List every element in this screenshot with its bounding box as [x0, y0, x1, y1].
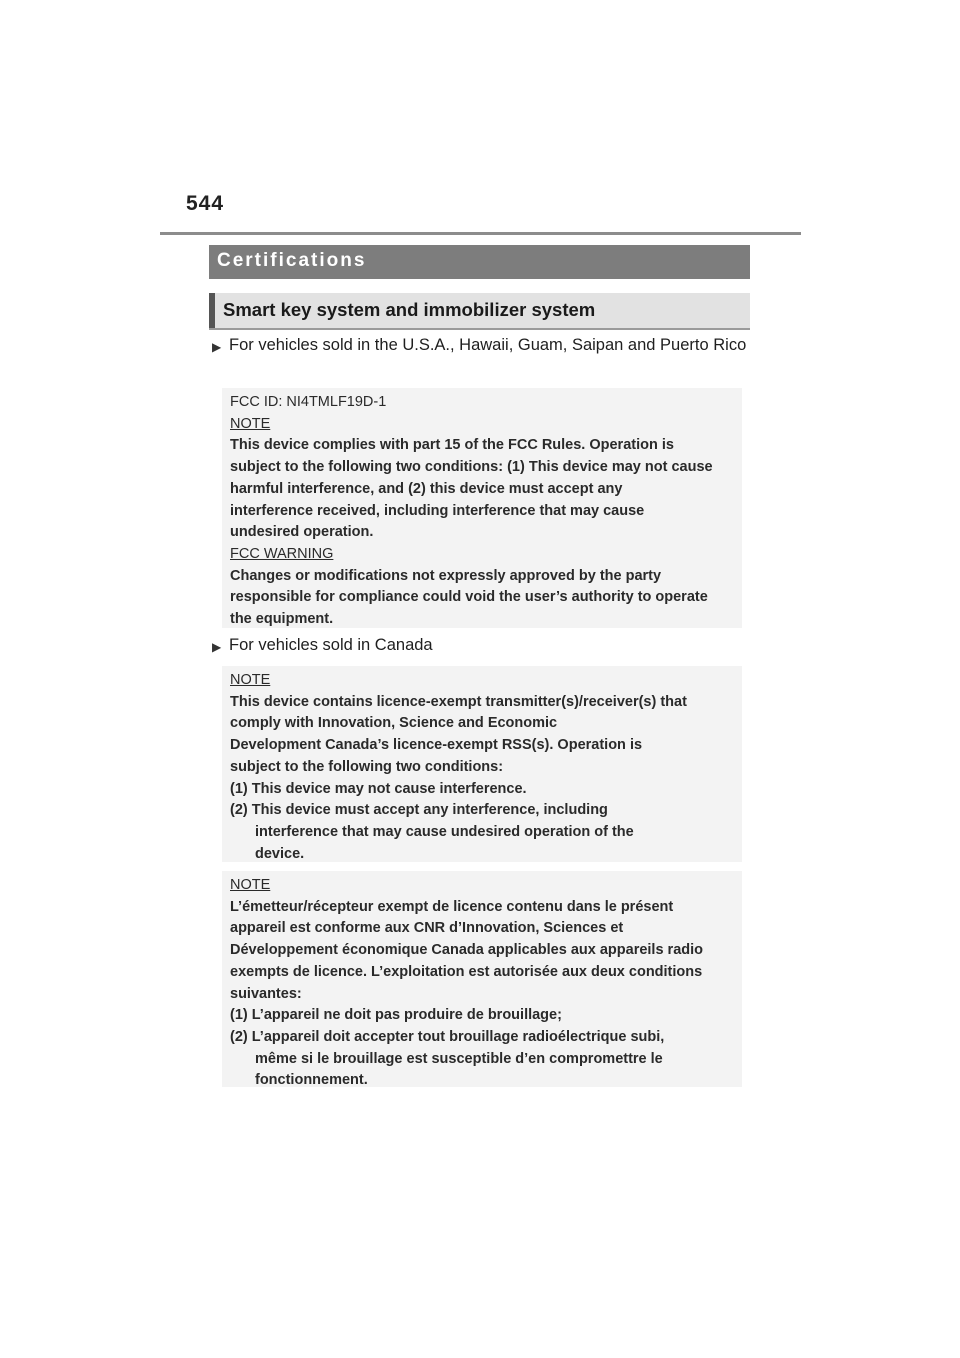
- fcc-note-line: This device complies with part 15 of the FCC Rules. Operation is: [230, 437, 674, 454]
- fcc-id: FCC ID: NI4TMLF19D-1: [230, 394, 387, 410]
- fcc-notice-box: [222, 388, 742, 628]
- canada-en-indented-line: interference that may cause undesired operation of the: [255, 823, 634, 840]
- canada-fr-line: appareil est conforme aux CNR d’Innovation, Sciences et: [230, 920, 624, 937]
- canada-en-line: subject to the following two conditions:: [230, 758, 504, 775]
- canada-fr-line: Développement économique Canada applicables aux appareils radio: [230, 942, 704, 959]
- fcc-warning-line: responsible for compliance could void the user’s authority to operate: [230, 589, 708, 606]
- bullet-canada: [212, 634, 752, 656]
- subsection-accent: [209, 293, 215, 328]
- section-title: Certifications: [217, 250, 367, 271]
- fcc-warning-line: the equipment.: [230, 611, 334, 628]
- header-rule: [160, 232, 801, 235]
- canada-notice-fr-box: [222, 871, 742, 1087]
- canada-en-line: This device contains licence-exempt transmitter(s)/receiver(s) that: [230, 693, 687, 710]
- triangle-bullet-icon: ▶: [212, 640, 222, 654]
- fcc-note-line: undesired operation.: [230, 524, 374, 541]
- canada-en-indented-line: device.: [255, 845, 305, 862]
- canada-fr-indented-line: fonctionnement.: [255, 1072, 368, 1089]
- canada-notice-en-box: [222, 666, 742, 862]
- canada-en-line: (2) This device must accept any interference, including: [230, 802, 608, 819]
- canada-fr-heading: NOTE: [230, 877, 271, 893]
- canada-fr-line: L’émetteur/récepteur exempt de licence contenu dans le présent: [230, 898, 674, 915]
- canada-en-line: Development Canada’s licence-exempt RSS(s). Operation is: [230, 737, 643, 754]
- canada-fr-indented-line: même si le brouillage est susceptible d’en compromettre le: [255, 1050, 663, 1067]
- canada-fr-line: suivantes:: [230, 985, 302, 1002]
- triangle-bullet-icon: ▶: [212, 340, 222, 354]
- canada-en-line: comply with Innovation, Science and Economic: [230, 715, 558, 732]
- canada-en-heading: NOTE: [230, 672, 271, 688]
- bullet-text: For vehicles sold in the U.S.A., Hawaii, Guam, Saipan and Puerto Rico: [229, 336, 747, 354]
- canada-fr-line: (1) L’appareil ne doit pas produire de brouillage;: [230, 1007, 562, 1024]
- fcc-warning-heading: FCC WARNING: [230, 545, 334, 562]
- fcc-warning-line: Changes or modifications not expressly approved by the party: [230, 567, 662, 584]
- fcc-note-line: subject to the following two conditions: (1) This device may not cause: [230, 459, 713, 476]
- bullet-text: For vehicles sold in Canada: [229, 636, 433, 654]
- fcc-note-heading: NOTE: [230, 415, 271, 432]
- canada-en-line: (1) This device may not cause interference.: [230, 780, 527, 797]
- canada-fr-line: (2) L’appareil doit accepter tout brouillage radioélectrique subi,: [230, 1028, 665, 1045]
- section-header: [209, 245, 750, 279]
- page-number: 544: [186, 192, 225, 215]
- subsection-header: [209, 293, 750, 330]
- canada-fr-line: exempts de licence. L’exploitation est autorisée aux deux conditions: [230, 963, 703, 980]
- fcc-note-line: interference received, including interference that may cause: [230, 502, 645, 519]
- fcc-note-line: harmful interference, and (2) this device must accept any: [230, 480, 623, 497]
- subsection-title: Smart key system and immobilizer system: [223, 299, 596, 320]
- bullet-usa: [212, 334, 752, 356]
